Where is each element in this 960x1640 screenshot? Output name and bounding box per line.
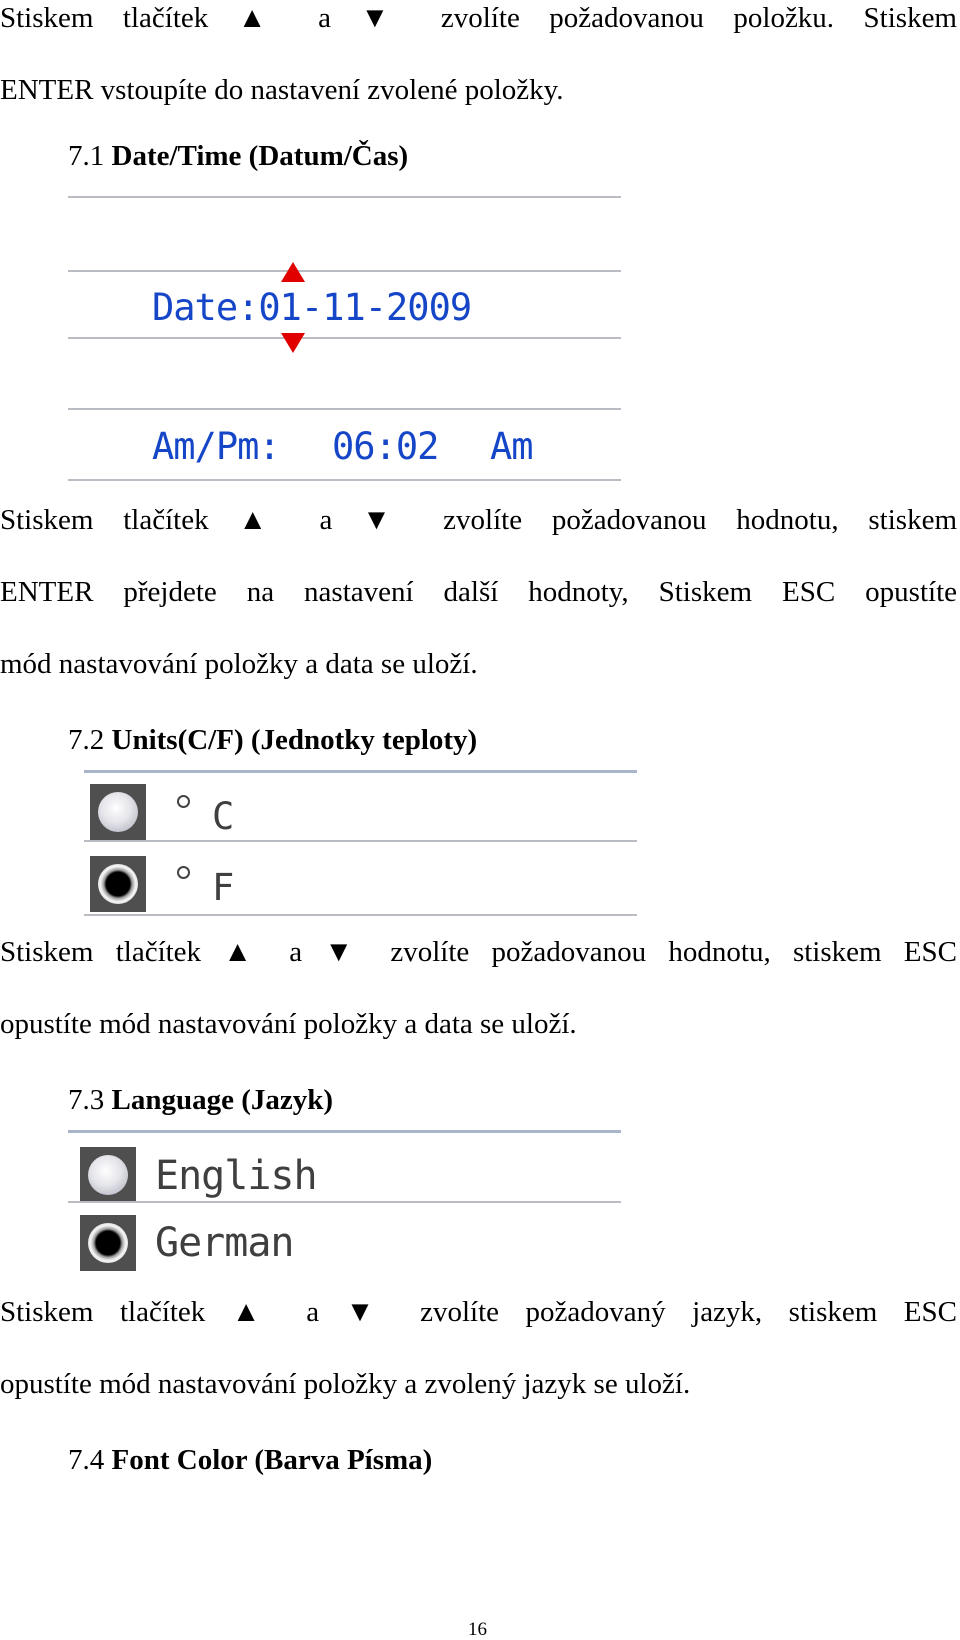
intro-line-1: Stiskem tlačítek ▲ a ▼ zvolíte požadovanou položku. Stiskem bbox=[0, 2, 957, 34]
option-label-fahrenheit: F bbox=[212, 866, 234, 909]
radio-selected-icon bbox=[98, 864, 138, 904]
page-number: 16 bbox=[468, 1619, 487, 1640]
divider bbox=[68, 337, 621, 339]
radio-celsius[interactable] bbox=[90, 784, 146, 840]
section-title: Units(C/F) (Jednotky teploty) bbox=[111, 724, 478, 756]
ampm-label: Am/Pm: bbox=[152, 425, 280, 468]
section-number: 7.3 bbox=[68, 1084, 105, 1116]
option-label-english: English bbox=[155, 1153, 317, 1199]
divider bbox=[68, 270, 621, 272]
radio-unselected-icon bbox=[88, 1155, 128, 1195]
intro-paragraph bbox=[0, 0, 957, 126]
decrease-arrow-icon[interactable] bbox=[281, 333, 305, 353]
paragraph-line: opustíte mód nastavování položky a zvolený jazyk se uloží. bbox=[0, 1368, 691, 1400]
date-row[interactable]: Date:01-11-2009 bbox=[152, 286, 472, 329]
divider bbox=[84, 770, 637, 773]
divider bbox=[68, 408, 621, 410]
section-7-1-paragraph bbox=[0, 484, 957, 700]
radio-unselected-icon bbox=[98, 792, 138, 832]
ampm-value[interactable]: Am bbox=[490, 425, 533, 468]
radio-german[interactable] bbox=[80, 1215, 136, 1271]
divider bbox=[84, 840, 637, 842]
radio-fahrenheit[interactable] bbox=[90, 856, 146, 912]
degree-icon bbox=[177, 866, 190, 879]
section-number: 7.4 bbox=[68, 1444, 105, 1476]
divider bbox=[68, 196, 621, 198]
section-number: 7.1 bbox=[68, 140, 105, 172]
radio-selected-icon bbox=[88, 1223, 128, 1263]
section-title: Language (Jazyk) bbox=[111, 1084, 334, 1116]
intro-line-2: ENTER vstoupíte do nastavení zvolené položky. bbox=[0, 74, 564, 106]
option-label-celsius: C bbox=[212, 795, 234, 838]
paragraph-line: ENTER přejdete na nastavení další hodnoty, Stiskem ESC opustíte bbox=[0, 576, 957, 608]
paragraph-line: mód nastavování položky a data se uloží. bbox=[0, 648, 478, 680]
divider bbox=[68, 479, 621, 481]
radio-english[interactable] bbox=[80, 1147, 136, 1203]
section-7-3-paragraph bbox=[0, 1276, 957, 1420]
section-title: Date/Time (Datum/Čas) bbox=[111, 140, 409, 172]
paragraph-line: Stiskem tlačítek ▲ a ▼ zvolíte požadovanou hodnotu, stiskem bbox=[0, 504, 957, 536]
section-title: Font Color (Barva Písma) bbox=[111, 1444, 433, 1476]
degree-icon bbox=[177, 795, 190, 808]
paragraph-line: opustíte mód nastavování položky a data se uloží. bbox=[0, 1008, 577, 1040]
divider bbox=[68, 1201, 621, 1203]
section-number: 7.2 bbox=[68, 724, 105, 756]
section-7-3-heading bbox=[68, 1080, 333, 1120]
paragraph-line: Stiskem tlačítek ▲ a ▼ zvolíte požadovanou hodnotu, stiskem ESC bbox=[0, 936, 957, 968]
section-7-2-paragraph bbox=[0, 916, 957, 1060]
paragraph-line: Stiskem tlačítek ▲ a ▼ zvolíte požadovaný jazyk, stiskem ESC bbox=[0, 1296, 957, 1328]
option-label-german: German bbox=[155, 1220, 294, 1266]
time-value[interactable]: 06:02 bbox=[332, 425, 439, 468]
section-7-4-heading bbox=[68, 1440, 432, 1480]
section-7-2-heading bbox=[68, 720, 477, 760]
divider bbox=[68, 1130, 621, 1133]
increase-arrow-icon[interactable] bbox=[281, 262, 305, 282]
section-7-1-heading bbox=[68, 136, 408, 176]
